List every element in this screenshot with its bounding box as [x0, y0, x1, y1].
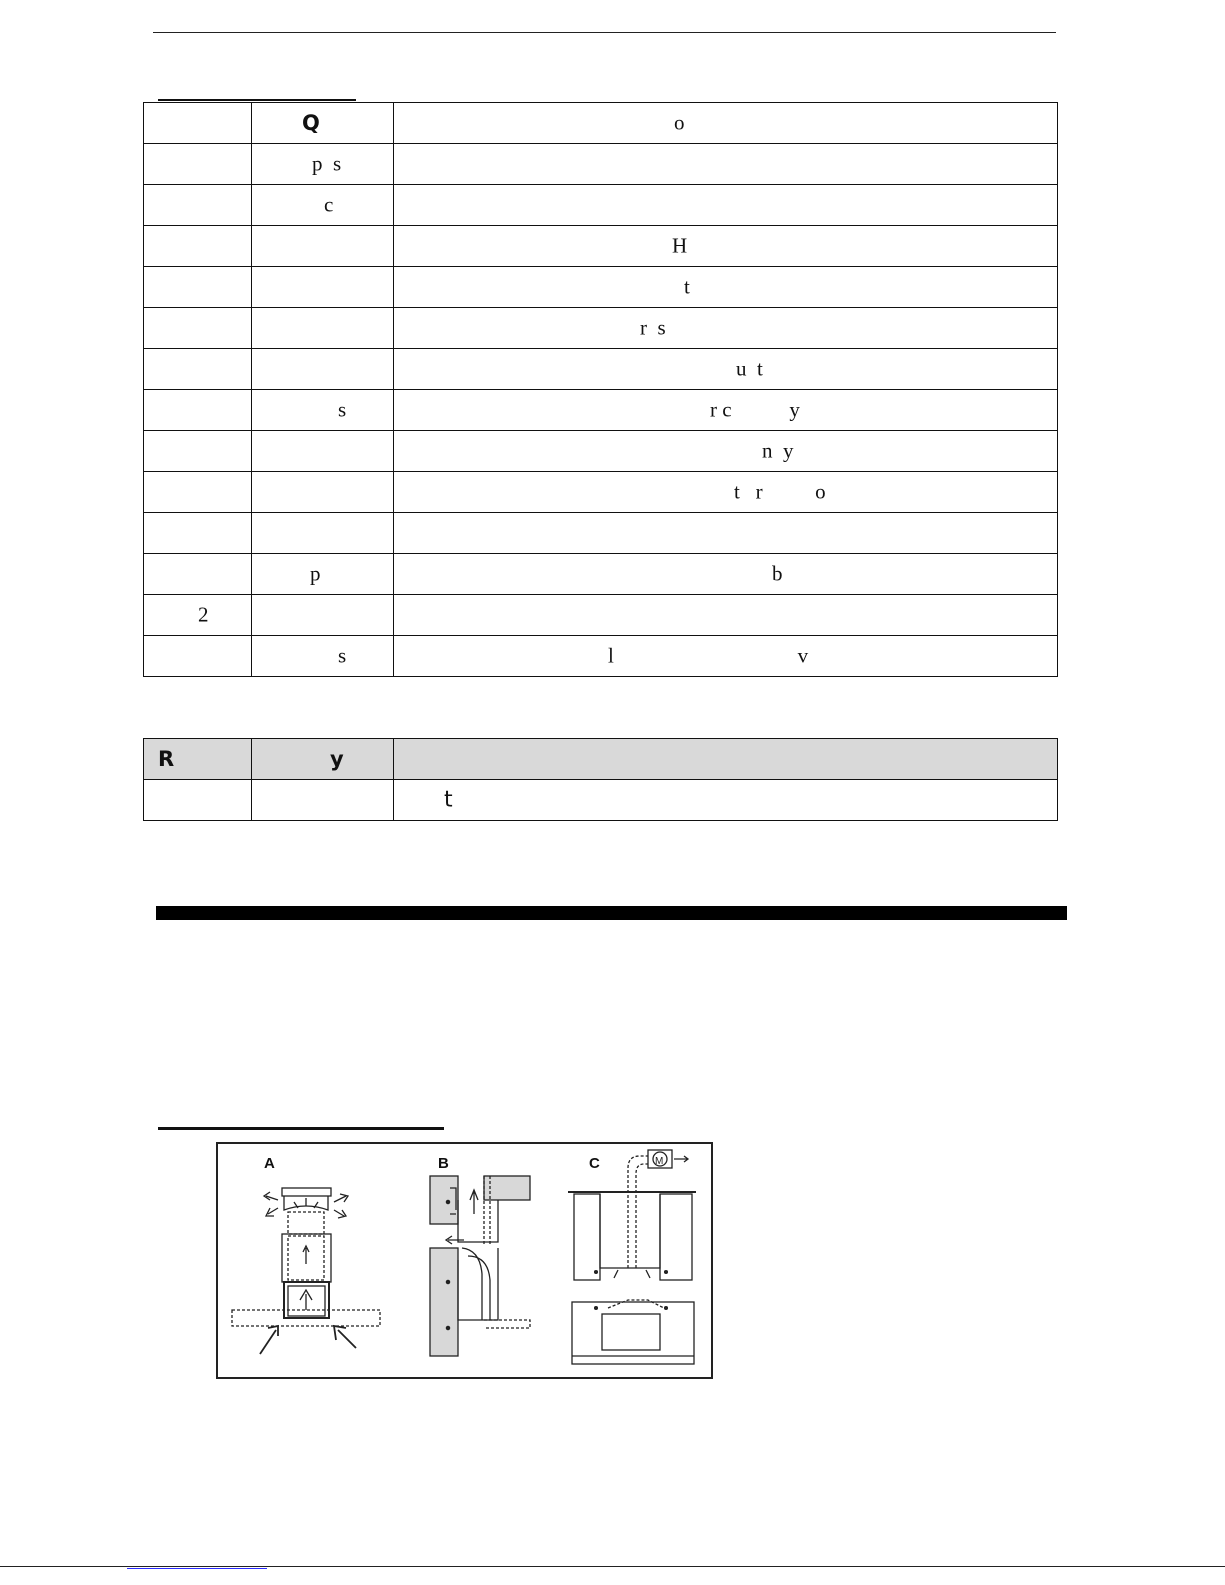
diagram-label-a: A: [264, 1155, 275, 1172]
table-row: [144, 226, 1058, 267]
table-cell: t: [394, 780, 1058, 821]
table-cell: r s: [394, 308, 1058, 349]
motor-label: M: [655, 1156, 664, 1167]
table-cell: [144, 349, 252, 390]
table-cell: [144, 144, 252, 185]
table-cell: [144, 636, 252, 677]
table-row: [144, 472, 1058, 513]
table-cell: [144, 513, 252, 554]
table-cell: [252, 267, 394, 308]
table-row: [144, 780, 1058, 821]
section-heading-underline: [158, 99, 356, 101]
table-cell: [252, 226, 394, 267]
diagram-b-hood: [430, 1176, 530, 1356]
table-cell: [144, 780, 252, 821]
table-header-cell: y: [252, 739, 394, 780]
table-row: [144, 144, 1058, 185]
table-cell: [144, 267, 252, 308]
table-cell: [394, 513, 1058, 554]
table-cell: [394, 144, 1058, 185]
table-cell: [144, 390, 252, 431]
table-row: [144, 390, 1058, 431]
table-cell: s: [252, 636, 394, 677]
table-cell: [252, 349, 394, 390]
table-cell: [144, 103, 252, 144]
table-cell: 2: [144, 595, 252, 636]
table-cell: b: [394, 554, 1058, 595]
table-cell: o: [394, 103, 1058, 144]
table-cell: [144, 226, 252, 267]
table-cell: [144, 185, 252, 226]
table-cell: [252, 472, 394, 513]
table-cell: H: [394, 226, 1058, 267]
table-cell: Q: [252, 103, 394, 144]
table-header-cell: R: [144, 739, 252, 780]
table-cell: [394, 595, 1058, 636]
table-row: [144, 185, 1058, 226]
diagram-a-hood: [232, 1188, 380, 1354]
page-top-rule: [153, 32, 1056, 33]
table-row: [144, 349, 1058, 390]
table-cell: u t: [394, 349, 1058, 390]
diagram-drawing: [218, 1144, 711, 1377]
table-row: [144, 103, 1058, 144]
table-cell: [252, 595, 394, 636]
table-row: [144, 595, 1058, 636]
table-cell: s: [252, 390, 394, 431]
table-row: [144, 636, 1058, 677]
table-header-cell: [394, 739, 1058, 780]
section-divider-bar: [156, 906, 1067, 920]
table-cell: [252, 513, 394, 554]
table-cell: [252, 308, 394, 349]
table-cell: n y: [394, 431, 1058, 472]
table-cell: l v: [394, 636, 1058, 677]
table-header-row: [144, 739, 1058, 780]
table-cell: [144, 554, 252, 595]
table-cell: [252, 431, 394, 472]
table-cell: c: [252, 185, 394, 226]
figure-heading-underline: [158, 1127, 444, 1130]
diagram-c-hood: [568, 1150, 696, 1364]
table-cell: [394, 185, 1058, 226]
accessories-table: [143, 738, 1058, 821]
table-cell: [144, 472, 252, 513]
table-cell: t: [394, 267, 1058, 308]
table-row: [144, 267, 1058, 308]
table-cell: t r o: [394, 472, 1058, 513]
table-cell: r c y: [394, 390, 1058, 431]
table-cell: p: [252, 554, 394, 595]
page-bottom-rule: [0, 1566, 1225, 1567]
table-cell: [144, 431, 252, 472]
installation-diagram: [216, 1142, 713, 1379]
table-cell: [252, 780, 394, 821]
table-row: [144, 513, 1058, 554]
footer-link-underline[interactable]: [127, 1568, 267, 1569]
diagram-label-c: C: [589, 1155, 600, 1172]
parts-table: [143, 102, 1058, 677]
table-row: [144, 554, 1058, 595]
table-cell: p s: [252, 144, 394, 185]
table-cell: [144, 308, 252, 349]
table-row: [144, 308, 1058, 349]
table-row: [144, 431, 1058, 472]
diagram-label-b: B: [438, 1155, 449, 1172]
